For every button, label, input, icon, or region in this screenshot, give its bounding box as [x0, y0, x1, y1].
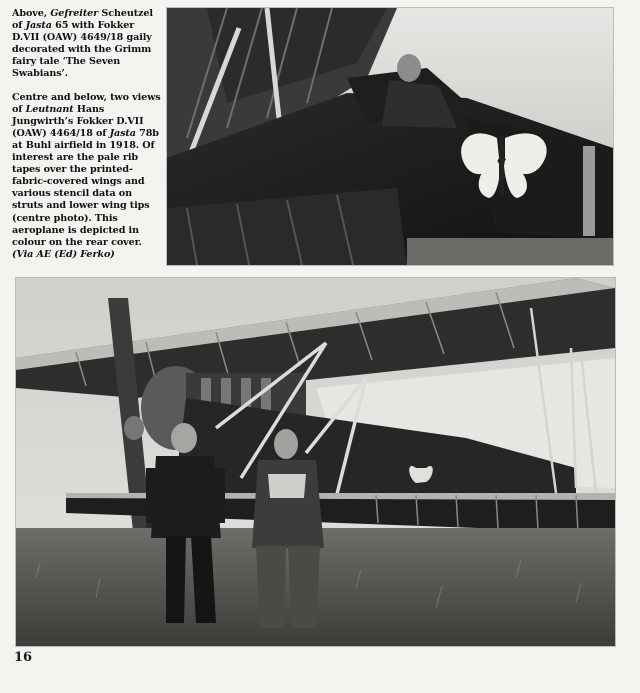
caption-paragraph-2: Centre and below, two views of Leutnant Hans Jungwirth’s Fokker D.VII (OAW) 4464/18 of Jasta 78b at Buhl airfield in 1918. Of interest are the pale rib tapes over the printed-fabric-covered wings and various stencil data on struts and lower wing tips (centre photo). This aeroplane is depicted in colour on the rear cover. (Via AE (Ed) Ferko) [12, 91, 161, 260]
caption [12, 8, 164, 272]
photo-main-image [16, 278, 615, 646]
photo-fokker-4649-butterfly [167, 8, 613, 265]
photo-fokker-4464-jungwirth [16, 278, 615, 646]
caption-paragraph-1: Above, Gefreiter Scheutzel of Jasta 65 with Fokker D.VII (OAW) 4649/18 gaily decorated with the Grimm fairy tale ‘The Seven Swabians’. [12, 8, 153, 80]
page-number: 16 [14, 650, 33, 665]
photo-top-image [167, 8, 613, 265]
